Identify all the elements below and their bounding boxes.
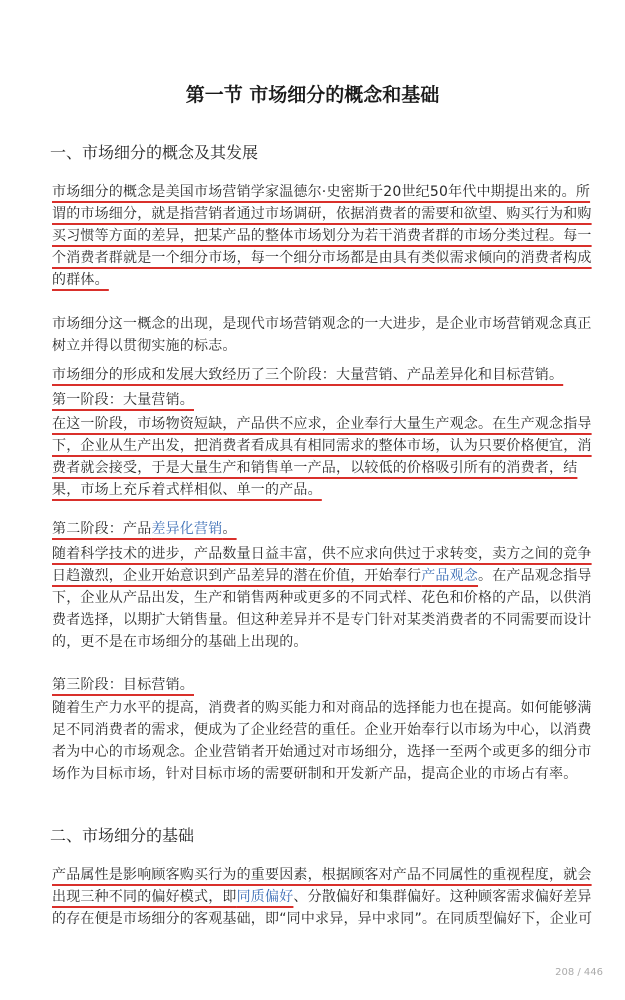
underlined-text: 随着科学技术的进步，产品数量日益丰富，供不应求向供过于求转变，卖方之间的竞争日趋激烈，企业开始意识到产品差异的潜在价值，开始奉行 bbox=[52, 546, 592, 584]
paragraph-stage-2 bbox=[52, 543, 604, 653]
link-homogeneous-preference[interactable]: 同质偏好 bbox=[236, 889, 294, 905]
paragraph-stage-1 bbox=[52, 413, 604, 501]
paragraph-text: 随着生产力水平的提高，消费者的购买能力和对商品的选择能力也在提高。如何能够满足不同消费者的需求，便成为了企业经营的重任。企业开始奉行以市场为中心，以消费者为中心的市场观念。企业营销者开始通过对市场细分，选择一至两个或更多的细分市场作为目标市场，针对目标市场的需要研制和开发新产品，提高企业的市场占有率。 bbox=[52, 700, 592, 782]
paragraph-definition bbox=[52, 181, 604, 291]
stage-3-label bbox=[52, 674, 604, 696]
stage-2-label bbox=[52, 518, 604, 540]
stage-1-label bbox=[52, 389, 604, 411]
underlined-text: 第三阶段：目标营销。 bbox=[52, 677, 194, 693]
paragraph-basis bbox=[52, 864, 604, 930]
underlined-text: 第一阶段：大量营销。 bbox=[52, 392, 194, 408]
paragraph-stage-3 bbox=[52, 697, 604, 785]
section-heading-1: 一、市场细分的概念及其发展 bbox=[50, 143, 259, 162]
stage-2-prefix: 第二阶段：产品 bbox=[52, 521, 152, 537]
paragraph-text: 、分散偏好和集群偏好。这种顾客需求偏好差异的存在便是市场细分的客观基础，即“同中求异，异中求同”。在同质型偏好下，企业可 bbox=[52, 889, 593, 927]
underlined-text: 市场细分的形成和发展大致经历了三个阶段：大量营销、产品差异化和目标营销。 bbox=[52, 367, 564, 383]
underlined-text: 市场细分的概念是美国市场营销学家温德尔·史密斯于20世纪50年代中期提出来的。所谓的市场细分，就是指营销者通过市场调研，依据消费者的需要和欲望、购买行为和购买习惯等方面的差异，把某产品的整体市场划分为若干消费者群的市场分类过程。每一个消费者群就是一个细分市场，每一个细分市场都是由具有类似需求倾向的消费者构成的群体。 bbox=[52, 184, 592, 288]
paragraph-text: 。在产品观念指导下，企业从产品出发，生产和销售两种或更多的不同式样、花色和价格的产品，以供消费者选择，以期扩大销售量。但这种差异并不是专门针对某类消费者的不同需要而设计的，更不是在市场细分的基础上出现的。 bbox=[52, 568, 592, 650]
link-product-concept[interactable]: 产品观念 bbox=[421, 568, 479, 584]
paragraph-stages bbox=[52, 364, 604, 386]
underlined-text: 在这一阶段，市场物资短缺，产品供不应求，企业奉行大量生产观念。在生产观念指导下，企业从生产出发，把消费者看成具有相同需求的整体市场，认为只要价格便宜，消费者就会接受，于是大量生产和销售单一产品，以较低的价格吸引所有的消费者，结果，市场上充斥着式样相似、单一的产品。 bbox=[52, 416, 592, 498]
section-heading-2: 二、市场细分的基础 bbox=[50, 826, 195, 845]
page-indicator: 208 / 446 bbox=[555, 967, 603, 978]
underlined-text: 产品属性是影响顾客购买行为的重要因素，根据顾客对产品不同属性的重视程度，就会出现三种不同的偏好模式，即 bbox=[52, 867, 592, 905]
link-differentiation-marketing[interactable]: 差异化营销 bbox=[151, 521, 223, 537]
page-title: 第一节 市场细分的概念和基础 bbox=[185, 84, 440, 106]
paragraph-significance: 市场细分这一概念的出现，是现代市场营销观念的一大进步，是企业市场营销观念真正树立并得以贯彻实施的标志。 bbox=[52, 316, 592, 354]
stage-2-suffix: 。 bbox=[222, 521, 237, 537]
